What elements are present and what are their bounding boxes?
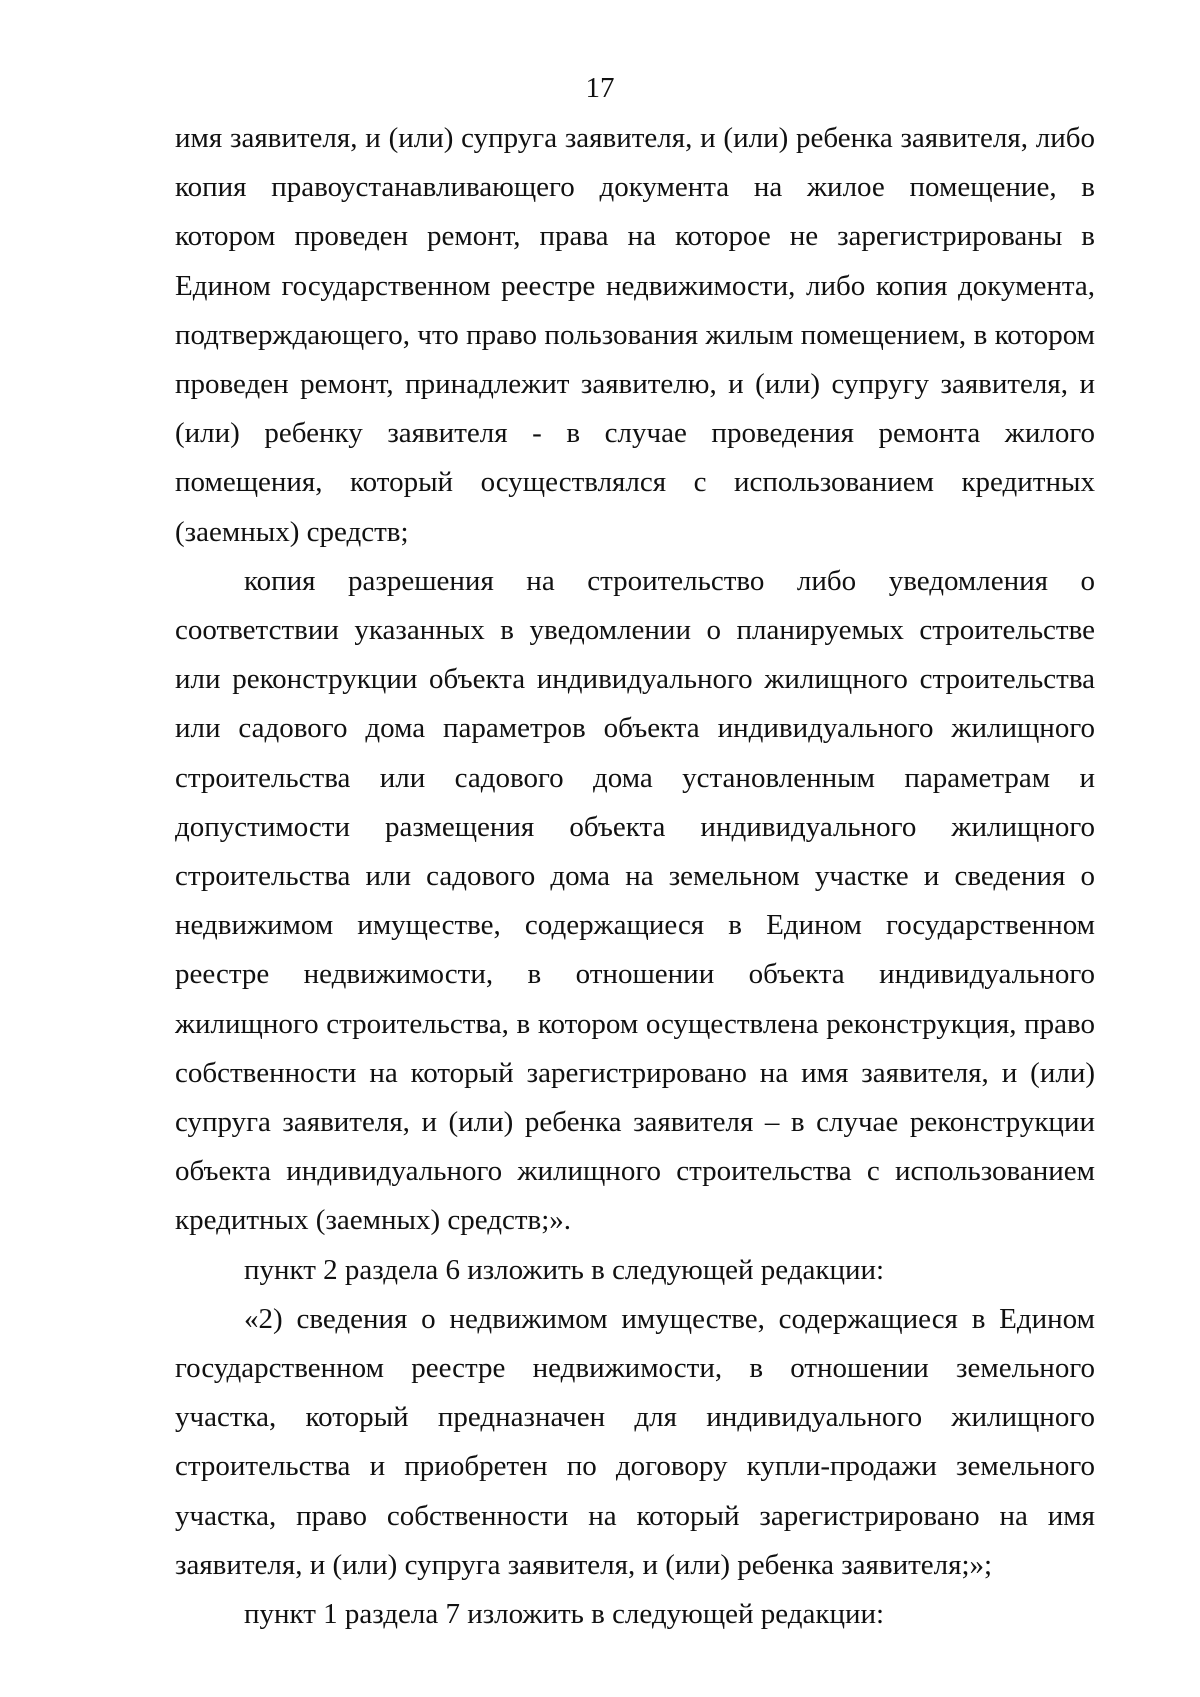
paragraph-continuation: имя заявителя, и (или) супруга заявителя, и (или) ребенка заявителя, либо копия правоустанавливающего документа на жилое помещение, в котором проведен ремонт, права на которое не зарегистрированы в Едином государственном реестре недвижимости, либо копия документа, подтверждающего, что право пользования жилым помещением, в котором проведен ремонт, принадлежит заявителю, и (или) супругу заявителя, и (или) ребенку заявителя - в случае проведения ремонта жилого помещения, который осуществлялся с использованием кредитных (заемных) средств; <box>175 122 1095 548</box>
paragraph-section-7-instruction: пункт 1 раздела 7 изложить в следующей редакции: <box>244 1598 885 1631</box>
paragraph-section-6-item-2: «2) сведения о недвижимом имуществе, содержащиеся в Едином государственном реестре недвижимости, в отношении земельного участка, который предназначен для индивидуального жилищного строительства и приобретен по договору купли-продажи земельного участка, право собственности на который зарегистрировано на имя заявителя, и (или) супруга заявителя, и (или) ребенка заявителя;»; <box>175 1302 1095 1581</box>
paragraph-building-permit: копия разрешения на строительство либо уведомления о соответствии указанных в уведомлении о планируемых строительстве или реконструкции объекта индивидуального жилищного строительства или садового дома параметров объекта индивидуального жилищного строительства или садового дома установленным параметрам и допустимости размещения объекта индивидуального жилищного строительства или садового дома на земельном участке и сведения о недвижимом имуществе, содержащиеся в Едином государственном реестре недвижимости, в отношении объекта индивидуального жилищного строительства, в котором осуществлена реконструкция, право собственности на который зарегистрировано на имя заявителя, и (или) супруга заявителя, и (или) ребенка заявителя – в случае реконструкции объекта индивидуального жилищного строительства с использованием кредитных (заемных) средств;». <box>175 564 1095 1237</box>
paragraph-section-6-instruction: пункт 2 раздела 6 изложить в следующей редакции: <box>244 1253 885 1286</box>
page-number: 17 <box>585 72 615 104</box>
document-body <box>175 114 1095 1639</box>
